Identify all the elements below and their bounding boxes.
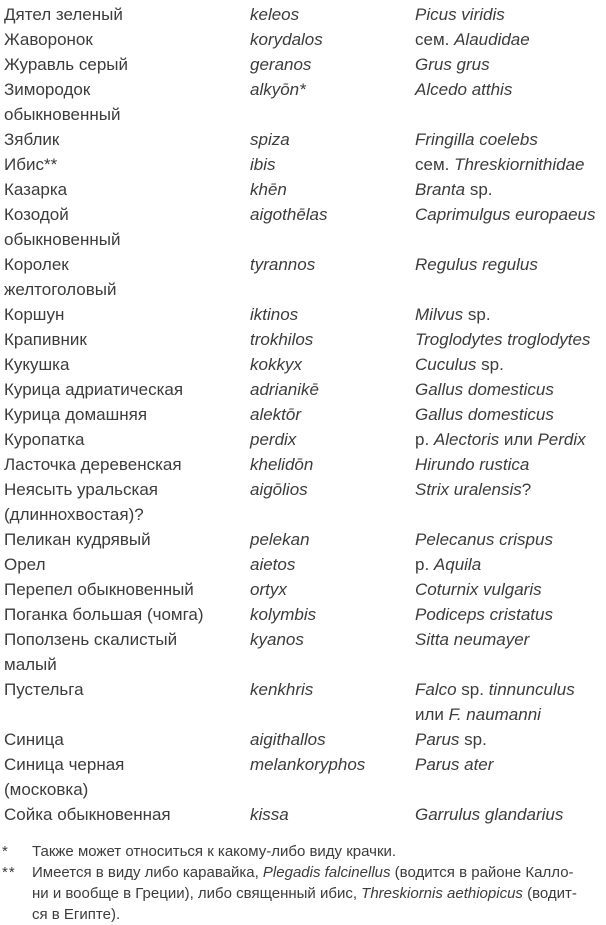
plain-text: sp. bbox=[465, 180, 493, 199]
italic-text: Alectoris bbox=[433, 430, 500, 449]
russian-name bbox=[4, 677, 250, 727]
table-row bbox=[4, 627, 606, 677]
greek-transliteration bbox=[250, 677, 415, 727]
italic-text: Pelecanus crispus bbox=[415, 530, 553, 549]
latin-name-line bbox=[415, 127, 606, 152]
table-row bbox=[4, 252, 606, 302]
latin-name-line bbox=[415, 577, 606, 602]
russian-name bbox=[4, 52, 250, 77]
plain-text: сем. bbox=[415, 155, 455, 174]
greek-transliteration bbox=[250, 477, 415, 527]
greek-name-line: kenkhris bbox=[250, 680, 314, 699]
russian-name bbox=[4, 302, 250, 327]
plain-text: (водит- bbox=[522, 885, 577, 902]
footnote bbox=[2, 862, 606, 925]
latin-name-line bbox=[415, 552, 606, 577]
greek-transliteration bbox=[250, 602, 415, 627]
greek-transliteration bbox=[250, 402, 415, 427]
table-row bbox=[4, 527, 606, 552]
latin-name-line bbox=[415, 427, 606, 452]
table-row bbox=[4, 202, 606, 252]
italic-text: Caprimulgus europaeus bbox=[415, 205, 596, 224]
table-row bbox=[4, 427, 606, 452]
latin-name bbox=[415, 677, 606, 727]
russian-name-line: малый bbox=[4, 655, 57, 674]
russian-name bbox=[4, 252, 250, 302]
russian-name-line: Поганка большая (чомга) bbox=[4, 605, 204, 624]
table-row bbox=[4, 452, 606, 477]
russian-name bbox=[4, 177, 250, 202]
greek-name-line: iktinos bbox=[250, 305, 299, 324]
footnote-line bbox=[32, 904, 606, 925]
greek-transliteration bbox=[250, 527, 415, 552]
greek-name-line: kolymbis bbox=[250, 605, 317, 624]
russian-name bbox=[4, 727, 250, 752]
latin-name-line bbox=[415, 202, 606, 227]
greek-name-line: ibis bbox=[250, 155, 276, 174]
russian-name bbox=[4, 602, 250, 627]
russian-name-line: Куропатка bbox=[4, 430, 85, 449]
italic-text: Grus grus bbox=[415, 55, 490, 74]
greek-name-line: aietos bbox=[250, 555, 296, 574]
russian-name bbox=[4, 152, 250, 177]
latin-name-line bbox=[415, 77, 606, 102]
russian-name bbox=[4, 627, 250, 677]
russian-name bbox=[4, 427, 250, 452]
italic-text: Cuculus bbox=[415, 355, 477, 374]
latin-name bbox=[415, 177, 606, 202]
russian-name bbox=[4, 527, 250, 552]
greek-name-line: aigōlios bbox=[250, 480, 308, 499]
greek-name-line: kyanos bbox=[250, 630, 304, 649]
greek-transliteration bbox=[250, 302, 415, 327]
italic-text: Parus ater bbox=[415, 755, 494, 774]
russian-name-line: Сойка обыкновенная bbox=[4, 805, 171, 824]
greek-name-line: geranos bbox=[250, 55, 312, 74]
latin-name-line bbox=[415, 627, 606, 652]
table-row bbox=[4, 2, 606, 27]
russian-name-line: Зяблик bbox=[4, 130, 60, 149]
greek-name-line: aigithallos bbox=[250, 730, 326, 749]
russian-name bbox=[4, 202, 250, 252]
latin-name-line bbox=[415, 752, 606, 777]
greek-transliteration bbox=[250, 352, 415, 377]
table-row bbox=[4, 577, 606, 602]
latin-name-line bbox=[415, 702, 606, 727]
russian-name-line: Неясыть уральская bbox=[4, 480, 158, 499]
table-row bbox=[4, 52, 606, 77]
russian-name-line: Курица домашняя bbox=[4, 405, 148, 424]
footnote-marker: * bbox=[2, 843, 9, 860]
latin-name bbox=[415, 152, 606, 177]
greek-transliteration bbox=[250, 577, 415, 602]
table-row bbox=[4, 477, 606, 527]
latin-name bbox=[415, 477, 606, 527]
latin-name-line bbox=[415, 452, 606, 477]
table-row bbox=[4, 352, 606, 377]
latin-name bbox=[415, 27, 606, 52]
russian-name-line: Курица адриатическая bbox=[4, 380, 184, 399]
latin-name bbox=[415, 627, 606, 677]
latin-name-line bbox=[415, 327, 606, 352]
latin-name-line bbox=[415, 152, 606, 177]
russian-name bbox=[4, 477, 250, 527]
italic-text: tinnunculus bbox=[488, 680, 575, 699]
russian-name bbox=[4, 402, 250, 427]
russian-name-line: Перепел обыкновенный bbox=[4, 580, 194, 599]
latin-name-line bbox=[415, 727, 606, 752]
russian-name-line: Пустельга bbox=[4, 680, 84, 699]
latin-name bbox=[415, 327, 606, 352]
latin-name-line bbox=[415, 402, 606, 427]
italic-text: Branta bbox=[415, 180, 466, 199]
latin-name-line bbox=[415, 352, 606, 377]
russian-name bbox=[4, 327, 250, 352]
greek-transliteration bbox=[250, 152, 415, 177]
greek-name-line: khelidōn bbox=[250, 455, 314, 474]
table-row bbox=[4, 752, 606, 802]
italic-text: Garrulus glandarius bbox=[415, 805, 564, 824]
greek-transliteration bbox=[250, 752, 415, 802]
russian-name-line: Жаворонок bbox=[4, 30, 93, 49]
latin-name bbox=[415, 252, 606, 302]
plain-text: р. bbox=[415, 430, 434, 449]
greek-transliteration bbox=[250, 427, 415, 452]
russian-name bbox=[4, 2, 250, 27]
table-row bbox=[4, 77, 606, 127]
table-row bbox=[4, 177, 606, 202]
italic-text: Threskiornithidae bbox=[454, 155, 585, 174]
greek-name-line: kokkyx bbox=[250, 355, 302, 374]
russian-name-line: Ибис** bbox=[4, 155, 58, 174]
latin-name-line bbox=[415, 802, 606, 827]
latin-name-line bbox=[415, 27, 606, 52]
russian-name-line: обыкновенный bbox=[4, 105, 121, 124]
italic-text: Gallus domesticus bbox=[415, 405, 554, 424]
table-row bbox=[4, 327, 606, 352]
plain-text: (водится в районе Калло- bbox=[390, 864, 574, 881]
russian-name-line: (московка) bbox=[4, 780, 89, 799]
italic-text: Hirundo rustica bbox=[415, 455, 530, 474]
latin-name bbox=[415, 302, 606, 327]
greek-name-line: melankoryphos bbox=[250, 755, 366, 774]
table-row bbox=[4, 27, 606, 52]
italic-text: Gallus domesticus bbox=[415, 380, 554, 399]
russian-name-line: Орел bbox=[4, 555, 46, 574]
greek-name-line: tyrannos bbox=[250, 255, 316, 274]
greek-name-line: alkyōn* bbox=[250, 80, 306, 99]
italic-text: Picus viridis bbox=[415, 5, 505, 24]
plain-text: ни и вообще в Греции), либо священный ибис, bbox=[32, 885, 362, 902]
italic-text: Parus bbox=[415, 730, 460, 749]
italic-text: Fringilla coelebs bbox=[415, 130, 538, 149]
greek-name-line: pelekan bbox=[250, 530, 310, 549]
latin-name bbox=[415, 377, 606, 402]
italic-text: Alcedo atthis bbox=[415, 80, 513, 99]
latin-name-line bbox=[415, 602, 606, 627]
greek-transliteration bbox=[250, 202, 415, 252]
plain-text: Имеется в виду либо каравайка, bbox=[32, 864, 263, 881]
greek-transliteration bbox=[250, 127, 415, 152]
italic-text: Aquila bbox=[433, 555, 482, 574]
latin-name bbox=[415, 452, 606, 477]
greek-transliteration bbox=[250, 452, 415, 477]
latin-name-line bbox=[415, 477, 606, 502]
russian-name-line: Казарка bbox=[4, 180, 68, 199]
russian-name-line: Поползень скалистый bbox=[4, 630, 178, 649]
russian-name-line: Ласточка деревенская bbox=[4, 455, 182, 474]
table-row bbox=[4, 677, 606, 727]
italic-text: Plegadis falcinellus bbox=[262, 864, 391, 881]
latin-name-line bbox=[415, 52, 606, 77]
plain-text: или bbox=[499, 430, 538, 449]
italic-text: Podiceps cristatus bbox=[415, 605, 553, 624]
plain-text: ся в Египте). bbox=[32, 906, 121, 923]
russian-name bbox=[4, 452, 250, 477]
russian-name bbox=[4, 127, 250, 152]
footnote-line bbox=[32, 841, 606, 862]
italic-text: Threskiornis aethiopicus bbox=[361, 885, 523, 902]
russian-name-line: желтоголовый bbox=[4, 280, 117, 299]
greek-transliteration bbox=[250, 727, 415, 752]
footnote-text bbox=[32, 841, 606, 862]
italic-text: Coturnix vulgaris bbox=[415, 580, 542, 599]
italic-text: Milvus bbox=[415, 305, 464, 324]
greek-transliteration bbox=[250, 802, 415, 827]
greek-transliteration bbox=[250, 552, 415, 577]
russian-name-line: Синица bbox=[4, 730, 64, 749]
latin-name-line bbox=[415, 302, 606, 327]
russian-name-line: обыкновенный bbox=[4, 230, 121, 249]
russian-name-line: Коршун bbox=[4, 305, 65, 324]
russian-name-line: Козодой bbox=[4, 205, 69, 224]
russian-name-line: Дятел зеленый bbox=[4, 5, 123, 24]
table-row bbox=[4, 727, 606, 752]
russian-name bbox=[4, 27, 250, 52]
greek-name-line: aigothēlas bbox=[250, 205, 328, 224]
latin-name-line bbox=[415, 677, 606, 702]
footnote-marker: ** bbox=[2, 864, 16, 881]
latin-name bbox=[415, 202, 606, 252]
latin-name bbox=[415, 77, 606, 127]
italic-text: Strix uralensis bbox=[415, 480, 522, 499]
russian-name bbox=[4, 752, 250, 802]
footnote bbox=[2, 841, 606, 862]
table-row bbox=[4, 802, 606, 827]
italic-text: Sitta neumayer bbox=[415, 630, 530, 649]
italic-text: Alaudidae bbox=[454, 30, 530, 49]
latin-name bbox=[415, 577, 606, 602]
greek-name-line: spiza bbox=[250, 130, 290, 149]
greek-transliteration bbox=[250, 252, 415, 302]
table-row bbox=[4, 302, 606, 327]
plain-text: sp. bbox=[456, 680, 489, 699]
greek-transliteration bbox=[250, 377, 415, 402]
greek-transliteration bbox=[250, 77, 415, 127]
latin-name bbox=[415, 127, 606, 152]
table-row bbox=[4, 602, 606, 627]
russian-name-line: Королек bbox=[4, 255, 69, 274]
latin-name-line bbox=[415, 177, 606, 202]
greek-name-line: kissa bbox=[250, 805, 289, 824]
plain-text: или bbox=[415, 705, 449, 724]
greek-name-line: adrianikē bbox=[250, 380, 319, 399]
russian-name-line: Кукушка bbox=[4, 355, 70, 374]
latin-name bbox=[415, 52, 606, 77]
footnote-line bbox=[32, 862, 606, 883]
italic-text: F. naumanni bbox=[448, 705, 541, 724]
russian-name bbox=[4, 377, 250, 402]
russian-name-line: Синица черная bbox=[4, 755, 125, 774]
table-row bbox=[4, 402, 606, 427]
footnote-line bbox=[32, 883, 606, 904]
plain-text: ? bbox=[521, 480, 532, 499]
greek-name-line: perdix bbox=[250, 430, 297, 449]
greek-name-line: keleos bbox=[250, 5, 300, 24]
russian-name-line: Крапивник bbox=[4, 330, 87, 349]
table-row bbox=[4, 377, 606, 402]
russian-name-line: (длиннохвостая)? bbox=[4, 505, 144, 524]
latin-name-line bbox=[415, 252, 606, 277]
latin-name bbox=[415, 552, 606, 577]
latin-name bbox=[415, 402, 606, 427]
greek-name-line: alektōr bbox=[250, 405, 302, 424]
italic-text: Falco bbox=[415, 680, 457, 699]
latin-name-line bbox=[415, 527, 606, 552]
italic-text: Troglodytes troglodytes bbox=[415, 330, 591, 349]
greek-name-line: khēn bbox=[250, 180, 287, 199]
plain-text: Также может относиться к какому-либо виду крачки. bbox=[32, 843, 397, 860]
greek-name-line: trokhilos bbox=[250, 330, 314, 349]
italic-text: Regulus regulus bbox=[415, 255, 538, 274]
russian-name bbox=[4, 577, 250, 602]
greek-transliteration bbox=[250, 52, 415, 77]
greek-transliteration bbox=[250, 327, 415, 352]
russian-name bbox=[4, 552, 250, 577]
italic-text: Perdix bbox=[537, 430, 586, 449]
table-row bbox=[4, 127, 606, 152]
latin-name bbox=[415, 427, 606, 452]
latin-name-line bbox=[415, 2, 606, 27]
russian-name-line: Пеликан кудрявый bbox=[4, 530, 151, 549]
russian-name bbox=[4, 802, 250, 827]
table-row bbox=[4, 152, 606, 177]
plain-text: р. bbox=[415, 555, 434, 574]
plain-text: sp. bbox=[459, 730, 487, 749]
russian-name-line: Журавль серый bbox=[4, 55, 128, 74]
greek-transliteration bbox=[250, 627, 415, 677]
footnote-text bbox=[32, 862, 606, 925]
table-row bbox=[4, 552, 606, 577]
greek-transliteration bbox=[250, 177, 415, 202]
latin-name-line bbox=[415, 377, 606, 402]
russian-name-line: Зимородок bbox=[4, 80, 91, 99]
greek-name-line: ortyx bbox=[250, 580, 287, 599]
plain-text: sp. bbox=[476, 355, 504, 374]
greek-name-line: korydalos bbox=[250, 30, 323, 49]
latin-name bbox=[415, 727, 606, 752]
plain-text: сем. bbox=[415, 30, 455, 49]
latin-name bbox=[415, 752, 606, 802]
russian-name bbox=[4, 352, 250, 377]
russian-name bbox=[4, 77, 250, 127]
latin-name bbox=[415, 2, 606, 27]
latin-name bbox=[415, 527, 606, 552]
latin-name bbox=[415, 352, 606, 377]
footnotes bbox=[0, 841, 606, 925]
latin-name bbox=[415, 602, 606, 627]
greek-transliteration bbox=[250, 2, 415, 27]
latin-name bbox=[415, 802, 606, 827]
plain-text: sp. bbox=[463, 305, 491, 324]
greek-transliteration bbox=[250, 27, 415, 52]
